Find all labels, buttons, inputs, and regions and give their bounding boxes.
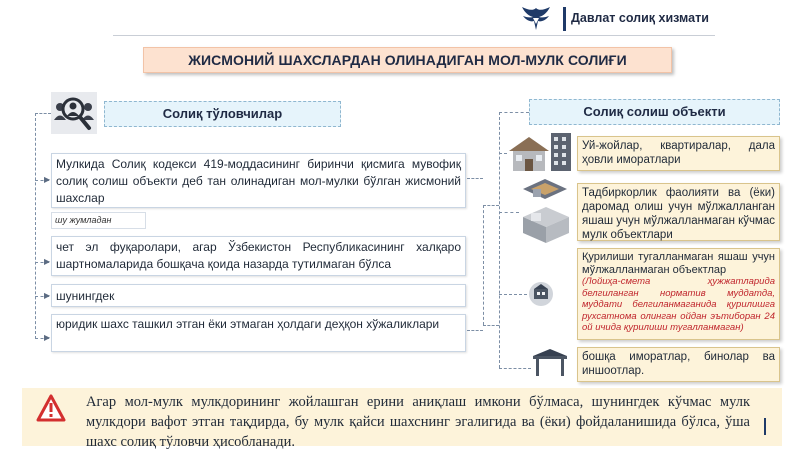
middle-connector <box>467 178 483 179</box>
house-icon <box>507 131 573 173</box>
left-connector <box>35 113 51 114</box>
page-title: ЖИСМОНИЙ ШАХСЛАРДАН ОЛИНАДИГАН МОЛ-МУЛК СОЛИҒИ <box>143 47 672 73</box>
object-item: Тадбиркорлик фаолияти ва (ёки) даромад олиш учун мўлжалланган яшаш учун мўлжалланмаган кўчмас мулк объектлари <box>577 183 780 241</box>
object-text: Қурилиши тугалланмаган яшаш учун мўлжалланмаган объектлар <box>582 251 775 276</box>
object-item: бошқа иморатлар, бинолар ва иншоотлар. <box>577 347 780 382</box>
commercial-building-icon <box>519 173 573 245</box>
right-connector <box>499 368 531 369</box>
middle-connector <box>483 205 484 325</box>
arrow-icon: ▶ <box>44 257 51 266</box>
right-connector <box>499 112 529 113</box>
object-item: Уй-жойлар, квартиралар, дала ҳовли иморатлари <box>577 136 780 171</box>
arrow-icon: ▶ <box>44 291 51 300</box>
payer-item: чет эл фуқаролари, агар Ўзбекистон Республикасининг халқаро шартномаларида бошқача қоида назарда тутилмаган бўлса <box>51 236 466 276</box>
objects-label: Солиқ солиш объекти <box>529 99 780 125</box>
canopy-shed-icon <box>531 347 569 377</box>
page-marker <box>764 418 766 435</box>
right-connector <box>499 153 507 154</box>
middle-connector <box>483 325 499 326</box>
construction-icon <box>527 280 555 308</box>
payer-item: юридик шахс ташкил этган ёки этмаган ҳолдаги деҳқон хўжаликлари <box>51 314 466 352</box>
middle-connector <box>483 205 499 206</box>
among-label: шу жумладан <box>51 212 146 229</box>
people-search-icon <box>51 92 97 134</box>
alert-text: Агар мол-мулк мулкдорининг жойлашган ерини аниқлаш имкони бўлмаса, шунингдек кўчмас мулк мулкдори вафот этган тақдирда, бу мулк қайси шахснинг эгалигида ва (ёки) фойдаланишида бўлса, ўша шахс солиқ тўловчи ҳисобланади. <box>86 394 750 449</box>
payers-label: Солиқ тўловчилар <box>104 101 341 127</box>
right-connector <box>499 112 500 368</box>
right-connector <box>499 294 527 295</box>
payer-item: шунингдек <box>51 284 466 307</box>
arrow-icon: ▶ <box>44 333 51 342</box>
object-item <box>577 248 780 340</box>
arrow-icon: ▶ <box>44 175 51 184</box>
middle-connector <box>467 330 483 331</box>
warning-icon <box>36 394 66 422</box>
object-note: (Лойиҳа-смета ҳужжатларида белгиланган норматив муддатда, муддати белгиланмаганида қурилишга рухсатнома олинган ойдан эътиборан 24 ой ичида қурилиши тугалланмаган) <box>582 276 775 333</box>
org-name: Давлат солиқ хизмати <box>571 11 709 25</box>
header-divider <box>563 7 566 31</box>
left-connector <box>35 113 36 339</box>
eagle-emblem-icon <box>520 4 552 32</box>
payer-main-text: Мулкида Солиқ кодекси 419-моддасининг биринчи қисмига мувофиқ солиқ солиш объекти деб тан олинадиган мол-мулки бўлган жисмоний шахслар <box>51 153 466 208</box>
right-connector <box>499 212 519 213</box>
header-rule <box>113 35 715 36</box>
